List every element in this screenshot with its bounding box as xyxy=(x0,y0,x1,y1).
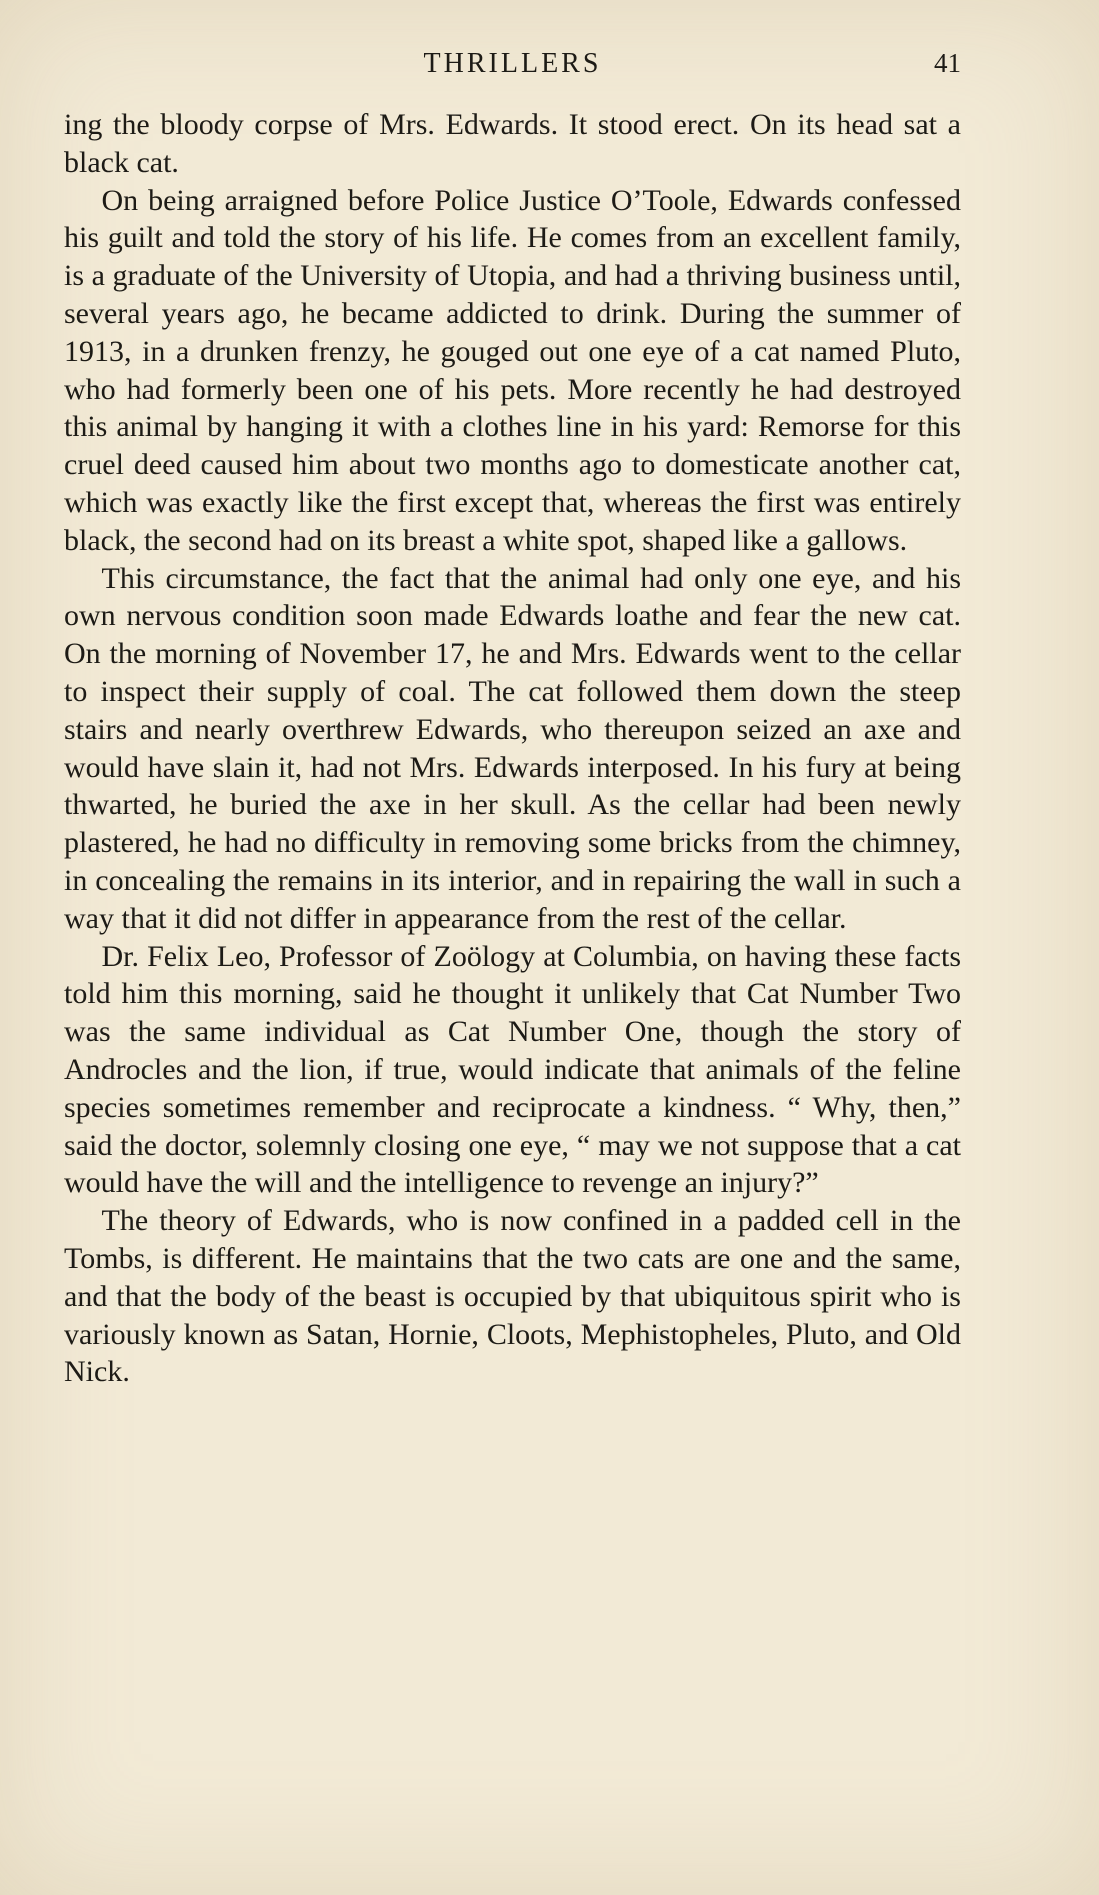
paragraph-5: The theory of Edwards, who is now confined in a padded cell in the Tombs, is different. He maintains that the two cats are one and the same, and that the body of the beast is occupied by that ubiquitous spirit who is variously known as Satan, Hornie, Cloots, Mephistopheles, Pluto, and Old Nick. xyxy=(64,1204,961,1389)
paragraph-3: This circumstance, the fact that the animal had only one eye, and his own nervous condition soon made Edwards loathe and fear the new cat. On the morning of November 17, he and Mrs. Edwards went to the cellar to inspect their supply of coal. The cat followed them down the steep stairs and nearly overthrew Edwards, who thereupon seized an axe and would have slain it, had not Mrs. Edwards interposed. In his fury at being thwarted, he buried the axe in her skull. As the cellar had been newly plastered, he had no difficulty in removing some bricks from the chimney, in concealing the remains in its interior, and in repairing the wall in such a way that it did not differ in appearance from the rest of the cellar. xyxy=(64,561,961,935)
paragraph-2: On being arraigned before Police Justice O’Toole, Edwards confessed his guilt and told the story of his life. He comes from an excellent family, is a graduate of the University of Utopia, and had a thriving business until, several years ago, he became addicted to drink. During the summer of 1913, in a drunken frenzy, he gouged out one eye of a cat named Pluto, who had formerly been one of his pets. More recently he had destroyed this animal by hanging it with a clothes line in his yard: Remorse for this cruel deed caused him about two months ago to domesticate another cat, which was exactly like the first except that, whereas the first was entirely black, the second had on its breast a white spot, shaped like a gallows. xyxy=(64,183,961,557)
body-text xyxy=(64,106,961,1391)
running-title: THRILLERS xyxy=(423,48,602,79)
paragraph-1: ing the bloody corpse of Mrs. Edwards. It stood erect. On its head sat a black cat. xyxy=(64,108,961,179)
page-number: 41 xyxy=(934,48,961,78)
page-header xyxy=(64,48,961,80)
paragraph-4: Dr. Felix Leo, Professor of Zoölogy at Columbia, on having these facts told him this morning, said he thought it unlikely that Cat Number Two was the same individual as Cat Number One, though the story of Androcles and the lion, if true, would indicate that animals of the feline species sometimes remember and reciprocate a kindness. “ Why, then,” said the doctor, solemnly closing one eye, “ may we not suppose that a cat would have the will and the intelligence to revenge an injury?” xyxy=(64,939,961,1200)
